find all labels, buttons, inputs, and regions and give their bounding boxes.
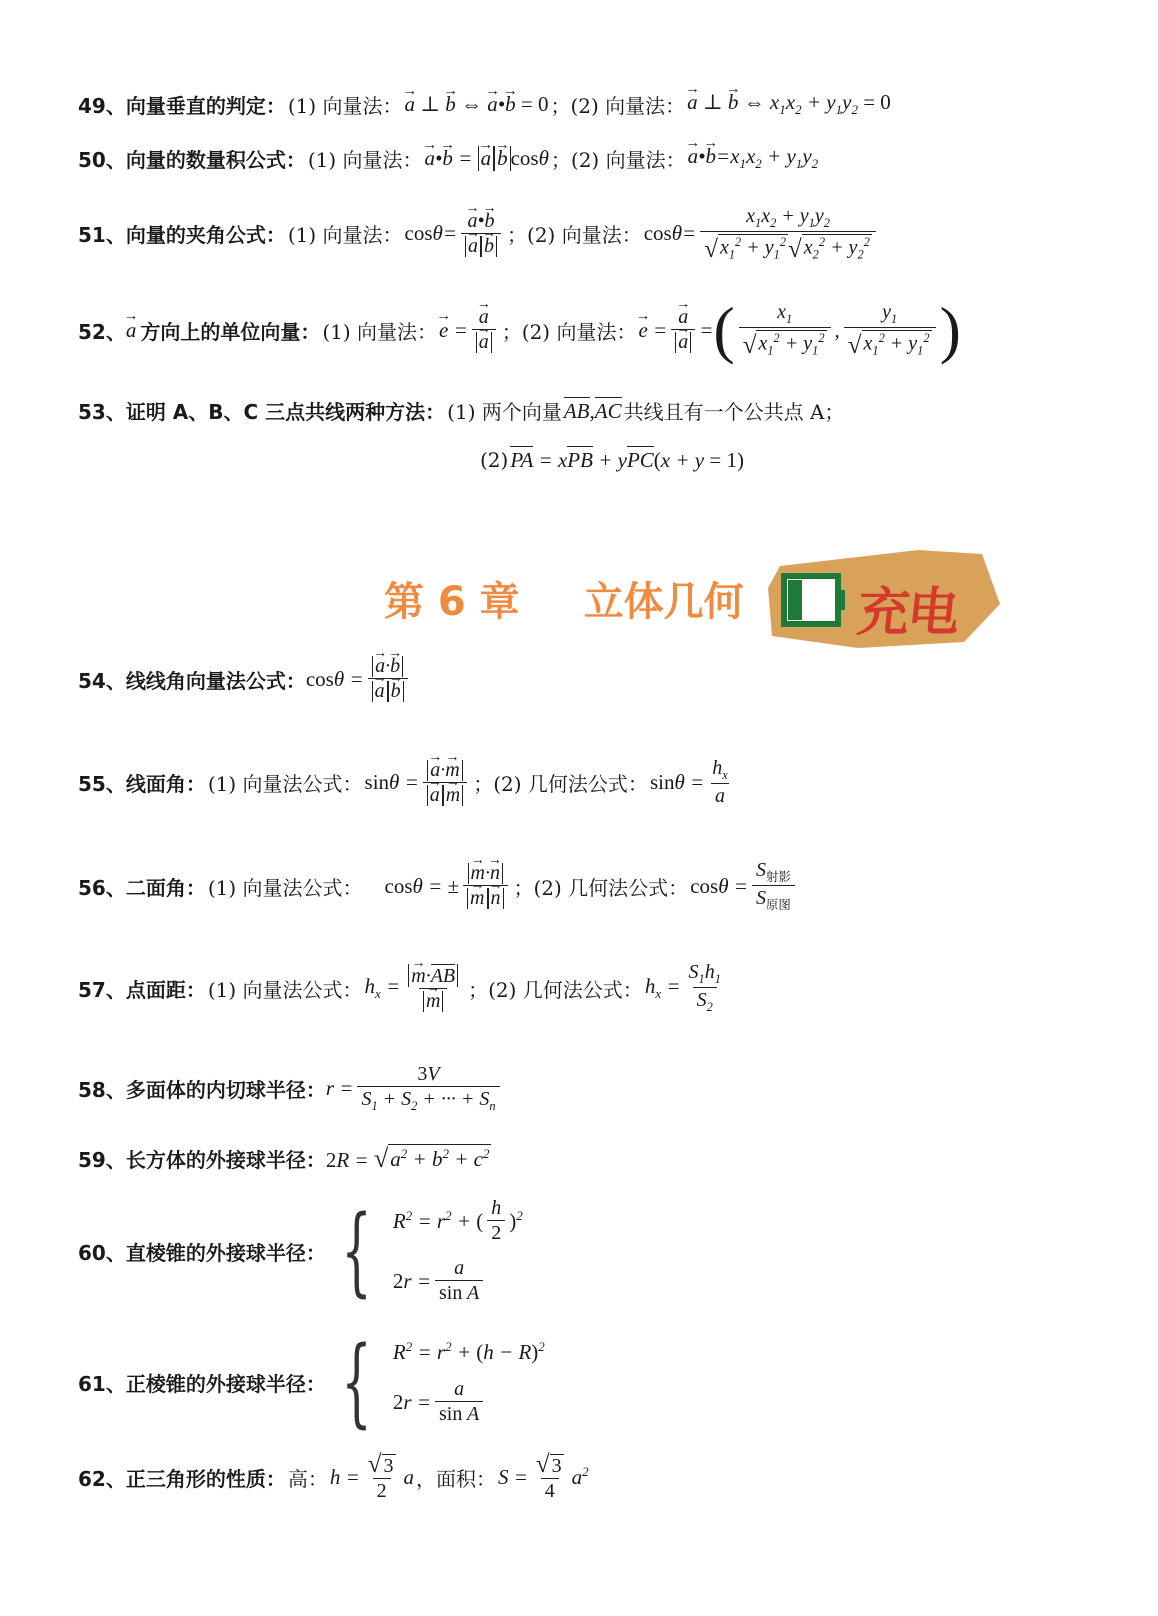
item-title: 向量垂直的判定： xyxy=(125,94,286,118)
item-56: 56、 二面角： (1) 向量法公式： cosθ = ± → m·→ n → m→ n ；(2) 几何法公式： cosθ = $\frac{S_{射影}}{S_{原图}}$ xyxy=(78,860,799,912)
item-53-second: (2) PA = xPB + yPC(x + y = 1) xyxy=(480,447,744,472)
item-62: 62、 正三角形的性质： 高： h = √ 3 2 a ，面积： S = √ 3 4 $a^2$ xyxy=(78,1451,589,1502)
formula: → a•→ b = → a→ b cosθ xyxy=(425,146,549,171)
chapter-label: 第 6 章 xyxy=(384,579,520,625)
item-54: 54、 线线角向量法公式： cosθ = → a·→ b → a→ b xyxy=(78,656,412,702)
item-number: 49、 xyxy=(78,94,126,118)
item-51: 51、 向量的夹角公式： (1) 向量法： cosθ= → a•→ b → a→ b ；(2) 向量法： cosθ= $x_1x_2 + y_1y_2$ √ $x_1^2 + y_1^2$ √ $x_2^2 + y_2^2$ xyxy=(78,206,880,262)
item-53: 53、 证明 A、B、C 三点共线两种方法： (1) 两个向量 AB,AC 共线且有一个公共点 A； xyxy=(78,399,845,424)
item-59: 59、 长方体的外接球半径： 2R = √ $a^2 + b^2 + c^2$ xyxy=(78,1143,490,1173)
formula: → a ⊥ → b ⇔ $x_1x_2 + y_1y_2 = 0$ xyxy=(687,90,891,118)
formula: $x_1x_2 + y_1y_2$ √ $x_1^2 + y_1^2$ √ $x_2^2 + y_2^2$ xyxy=(700,206,876,262)
item-49: 49、 向量垂直的判定： (1) 向量法： → a ⊥ → b ⇔ → a•→ b = 0 ；(2) 向量法： → a ⊥ → b ⇔ $x_1x_2 + y_1y_2 = 0$ xyxy=(78,90,891,119)
item-57: 57、 点面距： (1) 向量法公式： $h_x$ = → m·AB → m ；(2) 几何法公式： $h_x$ = $\frac{S_1h_1}{S_2}$ xyxy=(78,962,729,1014)
formula: → a•→ b → a→ b xyxy=(461,211,501,257)
item-61: 61、 正棱锥的外接球半径： { $R^2 = r^2 + (h - R)^2$ 2r = $\frac{a}{\text{sin A}}$ xyxy=(78,1326,545,1438)
item-52: 52、 → a 方向上的单位向量： (1) 向量法： → e = → a → a ；(2) 向量法： → e = → a → a = ( $x_1$ √ $x_1^2 + y_1^2$ , $y_1$ √ $x_1^2 + y_1^2$ ) xyxy=(78,298,961,362)
item-60: 60、 直棱锥的外接球半径： { $R^2 = r^2$ + ( $\frac{h}{2}$ )$^2$ 2r = $\frac{a}{\text{sin A}}$ xyxy=(78,1195,523,1307)
item-58: 58、 多面体的内切球半径： r = $\frac{3V}{S_1 + S_2 + \cdot\cdot\cdot + S_n}$ xyxy=(78,1064,504,1113)
chapter-heading xyxy=(384,570,744,627)
item-50: 50、 向量的数量积公式： (1) 向量法： → a•→ b = → a→ b cosθ ；(2) 向量法： → a•→ $b=x_1x_2 + y_1y_2$ xyxy=(78,144,818,173)
chapter-name: 立体几何 xyxy=(583,579,744,625)
badge-text: 充电 xyxy=(854,583,961,643)
item-55: 55、 线面角： (1) 向量法公式： sinθ = → a·→ m → a→ m ；(2) 几何法公式： sinθ = $\frac{h_x}{a}$ xyxy=(78,758,736,807)
formula: → a•→ $b=x_1x_2 + y_1y_2$ xyxy=(688,144,819,172)
formula: → a ⊥ → b ⇔ → a•→ b = 0 xyxy=(405,92,549,117)
